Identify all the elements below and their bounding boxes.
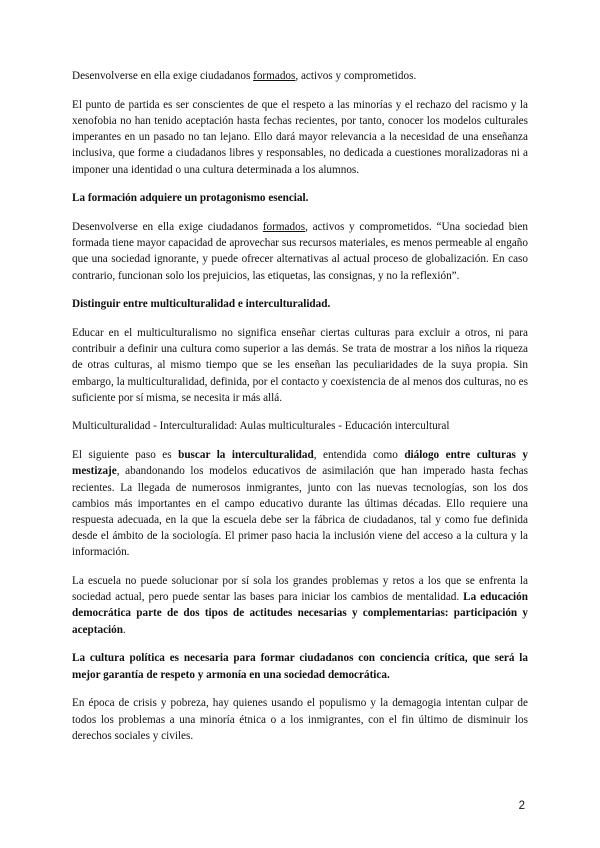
formados-link[interactable]: formados	[253, 70, 296, 82]
formados-link-2[interactable]: formados	[262, 220, 306, 233]
p6-text-3: , abandonando los modelos educativos de asimilación que han imperado hasta fechas recientes. La llegada de numerosos inmigrantes, junto con las nuevas tecnologías, son los dos cambios más importantes en el campo educativo durante las últimas décadas. Ello requiere una respuesta adecuada, en la que la escuela debe ser la fábrica de ciudadanos, tal y como fue definida desde el ámbito de la sociología. El primer paso hacia la inclusión viene del acceso a la cultura y la información.	[72, 465, 528, 559]
heading-formacion: La formación adquiere un protagonismo esencial.	[72, 192, 309, 205]
p1-text-before: Desenvolverse en ella exige ciudadanos	[72, 70, 254, 82]
paragraph-1	[72, 68, 528, 84]
paragraph-6	[72, 447, 528, 560]
p6-bold-1: buscar la interculturalidad	[178, 449, 314, 462]
p3-text-before: Desenvolverse en ella exige ciudadanos	[72, 220, 263, 233]
page-number: 2	[518, 800, 525, 812]
p7-text-1: La escuela no puede solucionar por sí sola los grandes problemas y retos a los que se enfrenta la sociedad actual, pero puede sentar las bases para iniciar los cambios de mentalidad.	[72, 575, 528, 604]
paragraph-8: En época de crisis y pobreza, hay quienes usando el populismo y la demagogia intentan culpar de todos los problemas a una minoría étnica o a los inmigrantes, con el fin último de disminuir los derechos sociales y civiles.	[72, 697, 528, 742]
paragraph-3	[72, 219, 528, 284]
p7-text-2: .	[122, 623, 126, 636]
paragraph-4: Educar en el multiculturalismo no significa enseñar ciertas culturas para excluir a otros, ni para contribuir a definir una cultura como superior a las demás. Se trata de mostrar a los niños la riqueza de otras culturas, al mismo tiempo que se les enseñan las peculiaridades de la suya propia. Sin embargo, la multiculturalidad, definida, por el contacto y coexistencia de al menos dos culturas, no es suficiente por sí misma, se necesita ir más allá.	[72, 326, 528, 404]
heading-cultura-politica: La cultura política es necesaria para formar ciudadanos con conciencia crítica, que será la mejor garantía de respeto y armonía en una sociedad democrática.	[72, 652, 528, 681]
document-body	[72, 68, 528, 756]
p3-text-after: , activos y comprometidos. “Una sociedad bien formada tiene mayor capacidad de aprovechar sus recursos materiales, es menos permeable al engaño que una sociedad ignorante, y puede ofrecer alternativas al actual proceso de globalización. En caso contrario, funcionan solo los prejuicios, las etiquetas, las consignas, y no la reflexión”.	[72, 220, 528, 282]
p6-text-1: El siguiente paso es	[72, 449, 179, 462]
p7-bold-1: La educación democrática parte de dos tipos de actitudes necesarias y complementarias: participación y aceptación	[72, 591, 528, 636]
p6-text-2: , entendida como	[313, 449, 405, 462]
paragraph-7	[72, 573, 528, 638]
p1-text-after: , activos y comprometidos.	[295, 70, 417, 82]
p6-bold-2: diálogo entre culturas y mestizaje	[72, 449, 528, 478]
paragraph-5: Multiculturalidad - Interculturalidad: Aulas multiculturales - Educación intercultural	[72, 420, 450, 433]
paragraph-2: El punto de partida es ser conscientes de que el respeto a las minorías y el rechazo del racismo y la xenofobia no han tenido aceptación hasta fechas recientes, por tanto, conocer los modelos culturales imperantes en un pasado no tan lejano. Ello dará mayor relevancia a la necesidad de una enseñanza inclusiva, que forme a ciudadanos libres y responsables, no dedicada a cuestiones moralizadoras ni a imponer una identidad o una cultura determinada a los alumnos.	[72, 98, 528, 176]
heading-distinguir: Distinguir entre multiculturalidad e interculturalidad.	[72, 298, 331, 311]
